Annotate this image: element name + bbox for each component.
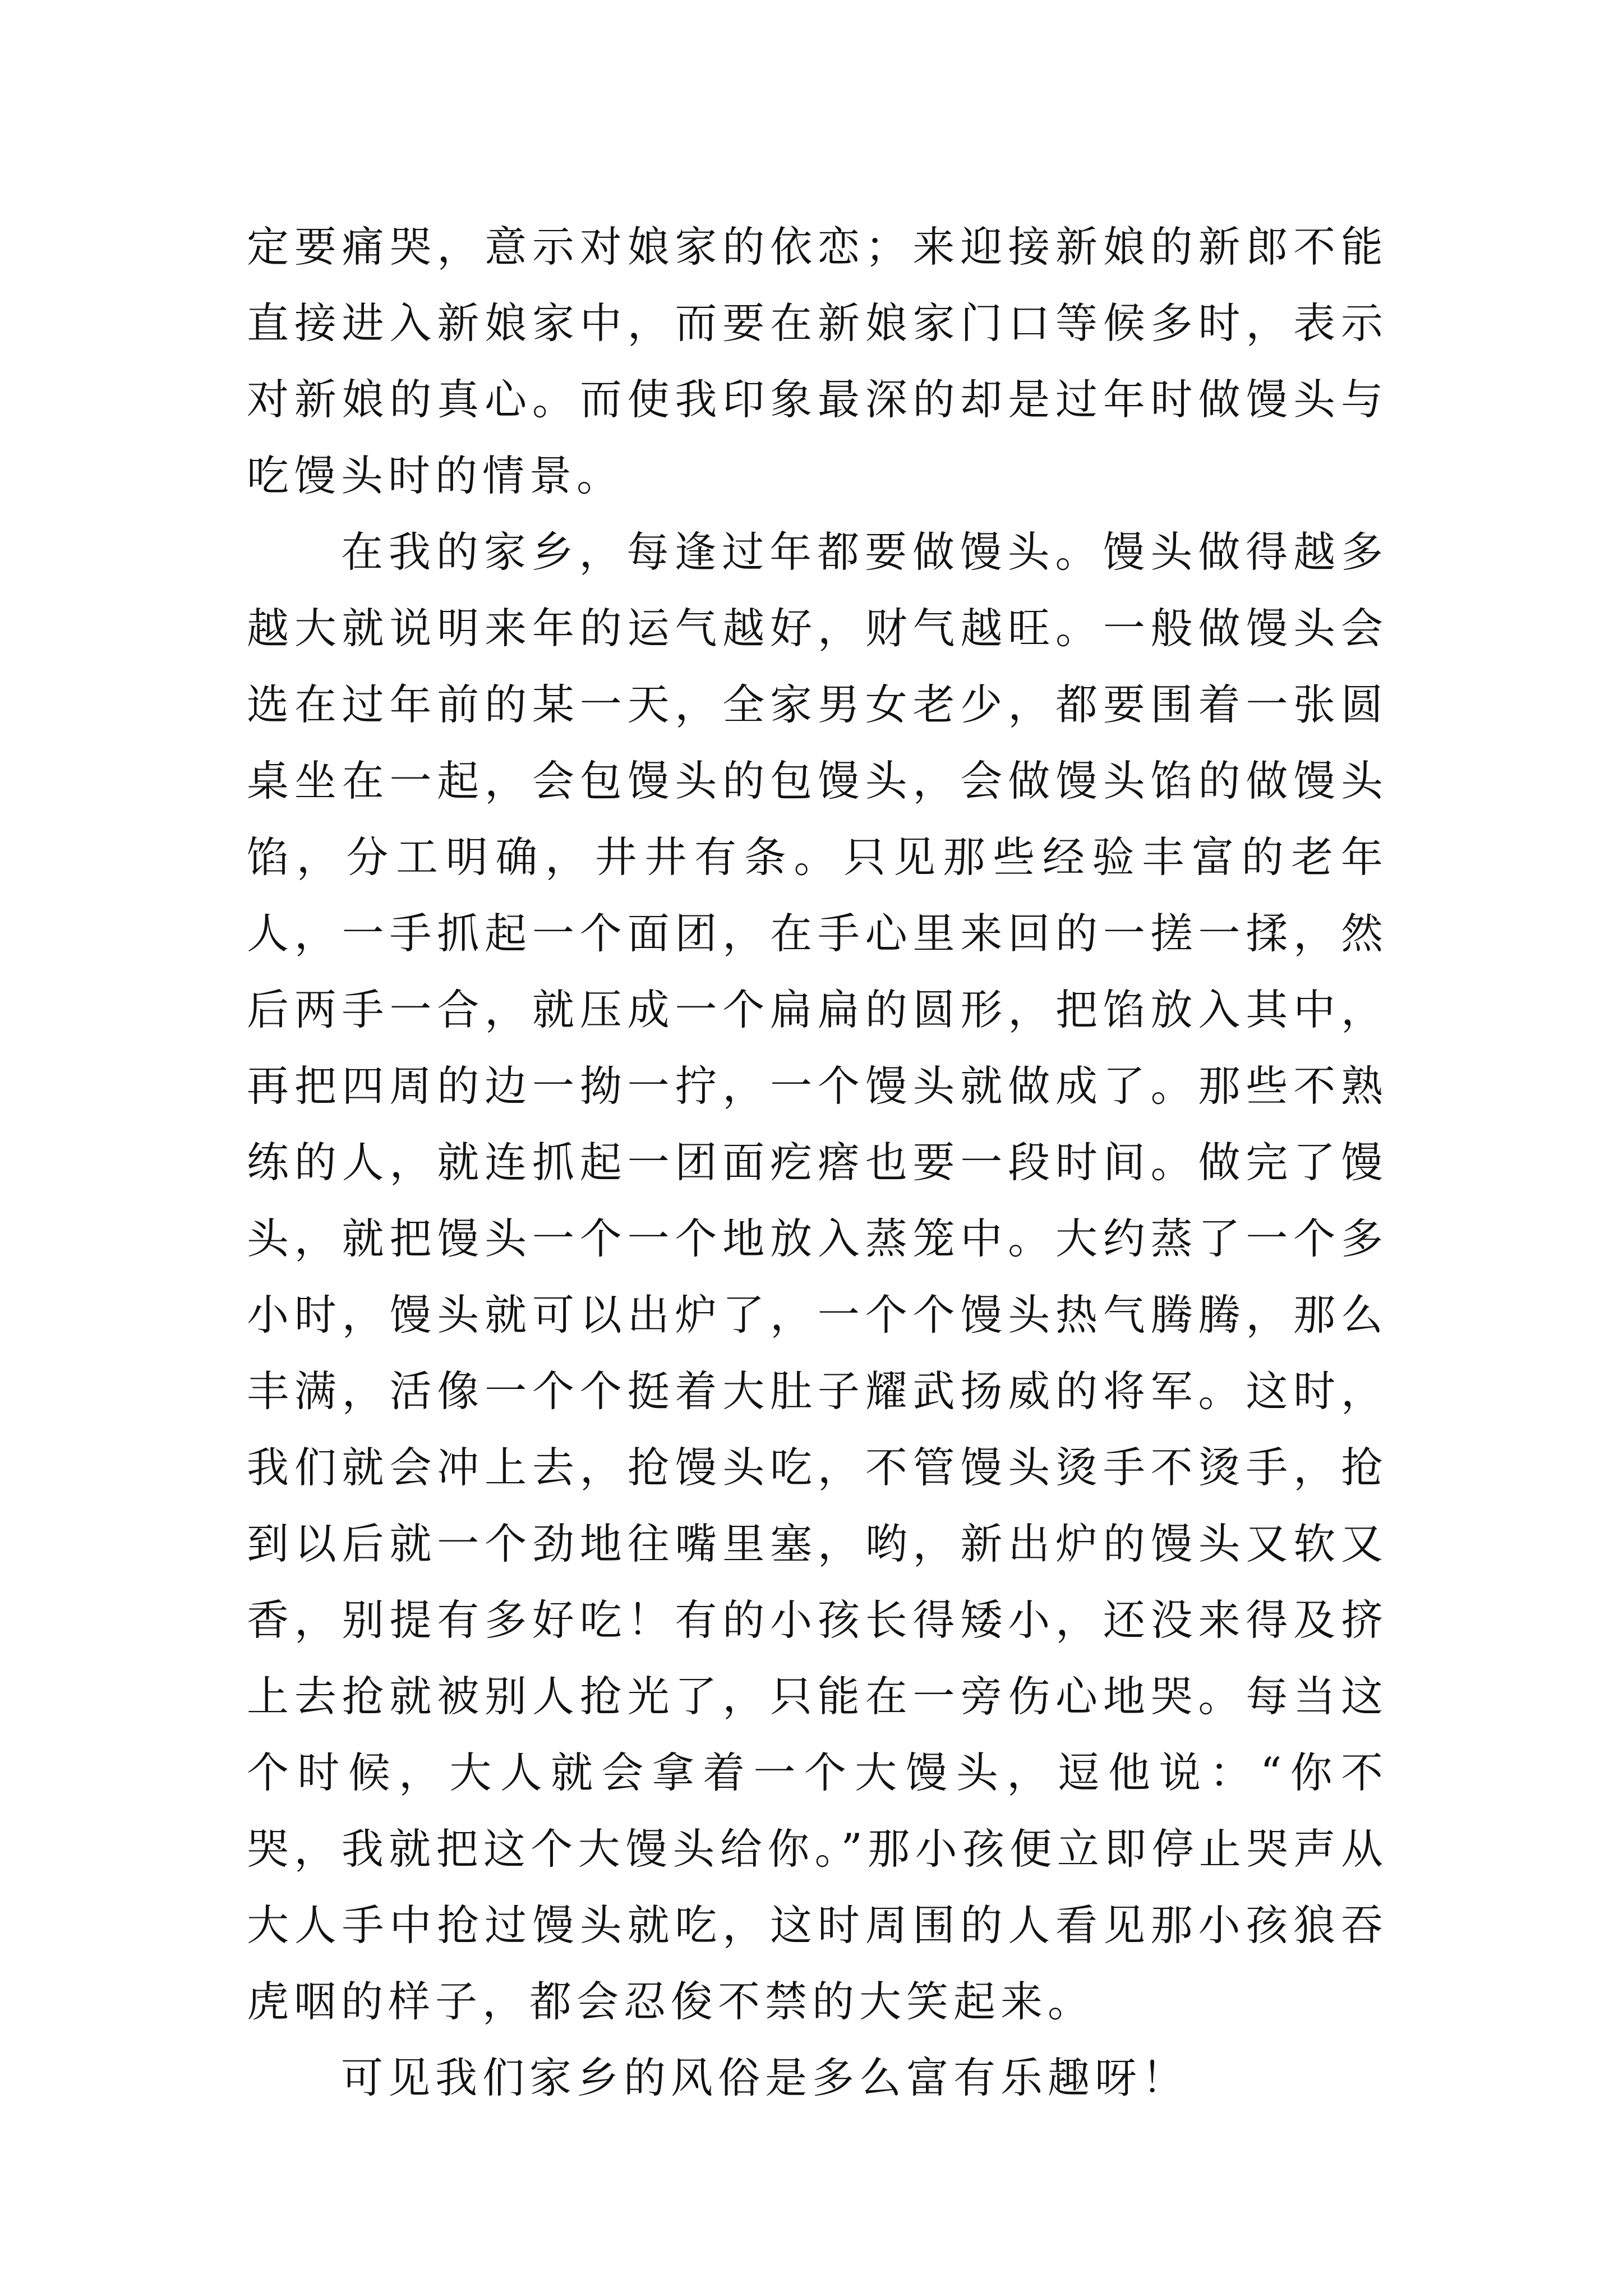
paragraph-steamed-buns: 在我的家乡，每逢过年都要做馒头。馒头做得越多越大就说明来年的运气越好，财气越旺。一般做馒头会选在过年前的某一天，全家男女老少，都要围着一张圆桌坐在一起，会包馒头的包馒头，会做馒头馅的做馒头馅，分工明确，井井有条。只见那些经验丰富的老年人，一手抓起一个面团，在手心里来回的一搓一揉，然后两手一合，就压成一个扁扁的圆形，把馅放入其中，再把四周的边一拗一拧，一个馒头就做成了。那些不熟练的人，就连抓起一团面疙瘩也要一段时间。做完了馒头，就把馒头一个一个地放入蒸笼中。大约蒸了一个多小时，馒头就可以出炉了，一个个馒头热气腾腾，那么丰满，活像一个个挺着大肚子耀武扬威的将军。这时，我们就会冲上去，抢馒头吃，不管馒头烫手不烫手，抢到以后就一个劲地往嘴里塞，哟，新出炉的馒头又软又香，别提有多好吃！有的小孩长得矮小，还没来得及挤上去抢就被别人抢光了，只能在一旁伤心地哭。每当这个时候，大人就会拿着一个大馒头，逗他说：“你不哭，我就把这个大馒头给你。”那小孩便立即停止哭声从大人手中抢过馒头就吃，这时周围的人看见那小孩狼吞虎咽的样子，都会忍俊不禁的大笑起来。 <box>247 527 1388 2026</box>
paragraph-conclusion: 可见我们家乡的风俗是多么富有乐趣呀！ <box>341 2053 1189 2102</box>
paragraph-wedding-customs: 定要痛哭，意示对娘家的依恋；来迎接新娘的新郎不能直接进入新娘家中，而要在新娘家门口等候多时，表示对新娘的真心。而使我印象最深的却是过年时做馒头与吃馒头时的情景。 <box>247 222 1388 500</box>
essay-body <box>247 209 1388 2116</box>
